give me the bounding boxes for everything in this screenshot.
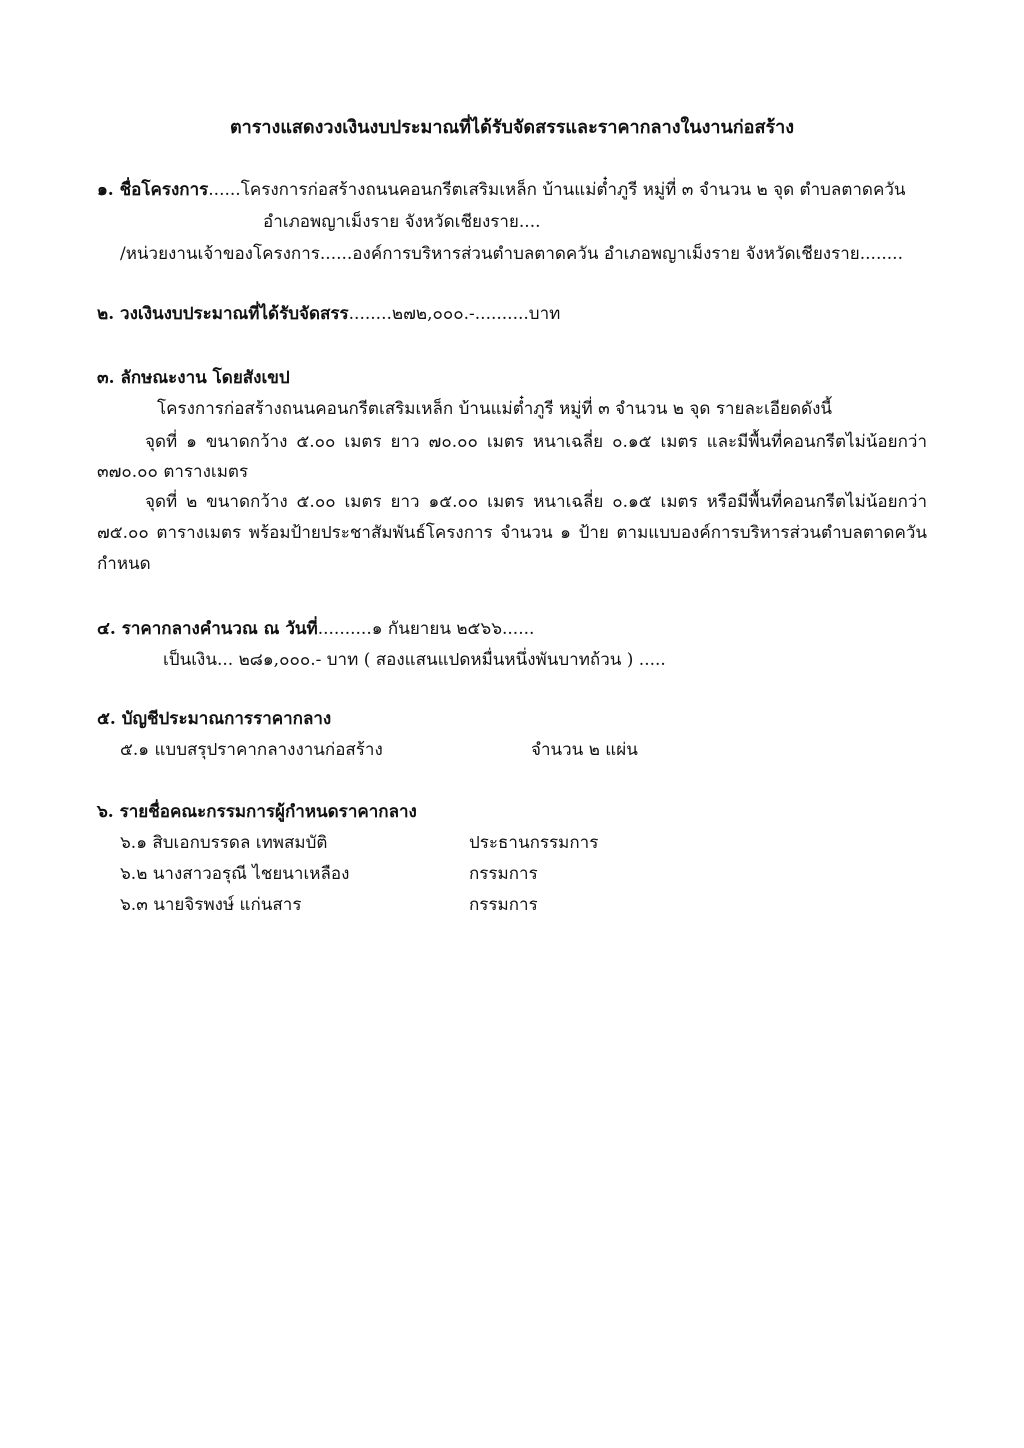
section-5-item: ๕.๑ แบบสรุปราคากลางงานก่อสร้าง bbox=[120, 740, 383, 760]
section-4-date: ..........๑ กันยายน ๒๕๖๖...... bbox=[317, 619, 535, 639]
section-1-location: อำเภอพญาเม็งราย จังหวัดเชียงราย.... bbox=[263, 212, 541, 232]
section-5-label: ๕. บัญชีประมาณการราคากลาง bbox=[97, 709, 332, 729]
section-4 bbox=[97, 617, 534, 641]
committee-member-name: ๖.๒ นางสาวอรุณี ไชยนาเหลือง bbox=[120, 864, 350, 884]
section-3-intro: โครงการก่อสร้างถนนคอนกรีตเสริมเหล็ก บ้านแม่ต๋ำภูรี หมู่ที่ ๓ จำนวน ๒ จุด รายละเอียดดังนี้ bbox=[157, 399, 832, 419]
committee-member-name: ๖.๓ นายจิรพงษ์ แก่นสาร bbox=[120, 895, 302, 915]
section-3-point-2-end: กำหนด bbox=[97, 554, 151, 574]
document-title: ตารางแสดงวงเงินงบประมาณที่ได้รับจัดสรรและราคากลางในงานก่อสร้าง bbox=[229, 117, 795, 138]
section-3-label: ๓. ลักษณะงาน โดยสังเขป bbox=[97, 368, 290, 388]
section-1-line-1 bbox=[97, 178, 906, 202]
section-5-quantity: จำนวน ๒ แผ่น bbox=[531, 740, 638, 760]
committee-member-role: ประธานกรรมการ bbox=[469, 833, 599, 853]
section-3-point-2-area: ๗๕.๐๐ ตารางเมตร พร้อมป้ายประชาสัมพันธ์โครงการ จำนวน ๑ ป้าย ตามแบบองค์การบริหารส่วนตำบลตาดควัน bbox=[97, 523, 927, 543]
committee-member-role: กรรมการ bbox=[469, 864, 538, 884]
section-4-amount: เป็นเงิน... ๒๘๑,๐๐๐.- บาท ( สองแสนแปดหมื่นหนึ่งพันบาทถ้วน ) ..... bbox=[163, 650, 666, 670]
section-1-label: ๑. ชื่อโครงการ bbox=[97, 180, 209, 200]
section-3-point-1-area: ๓๗๐.๐๐ ตารางเมตร bbox=[97, 462, 249, 482]
committee-member-name: ๖.๑ สิบเอกบรรดล เทพสมบัติ bbox=[120, 833, 328, 853]
section-6-label: ๖. รายชื่อคณะกรรมการผู้กำหนดราคากลาง bbox=[97, 802, 417, 822]
section-3-point-2: จุดที่ ๒ ขนาดกว้าง ๕.๐๐ เมตร ยาว ๑๕.๐๐ เมตร หนาเฉลี่ย ๐.๑๕ เมตร หรือมีพื้นที่คอนกรีตไม่น้อยกว่า bbox=[145, 492, 927, 512]
section-2 bbox=[97, 302, 560, 326]
committee-member-role: กรรมการ bbox=[469, 895, 538, 915]
section-4-label: ๔. ราคากลางคำนวณ ณ วันที่ bbox=[97, 619, 318, 639]
section-1-project-name: ......โครงการก่อสร้างถนนคอนกรีตเสริมเหล็ก บ้านแม่ต๋ำภูรี หมู่ที่ ๓ จำนวน ๒ จุด ตำบลตาดควัน bbox=[208, 180, 906, 200]
section-2-budget: ........๒๗๒,๐๐๐.-..........บาท bbox=[348, 304, 561, 324]
section-1-owner-agency: /หน่วยงานเจ้าของโครงการ......องค์การบริหารส่วนตำบลตาดควัน อำเภอพญาเม็งราย จังหวัดเชียงราย........ bbox=[120, 244, 903, 264]
section-3-point-1: จุดที่ ๑ ขนาดกว้าง ๕.๐๐ เมตร ยาว ๗๐.๐๐ เมตร หนาเฉลี่ย ๐.๑๕ เมตร และมีพื้นที่คอนกรีตไม่น้อยกว่า bbox=[145, 432, 927, 452]
section-2-label: ๒. วงเงินงบประมาณที่ได้รับจัดสรร bbox=[97, 304, 349, 324]
